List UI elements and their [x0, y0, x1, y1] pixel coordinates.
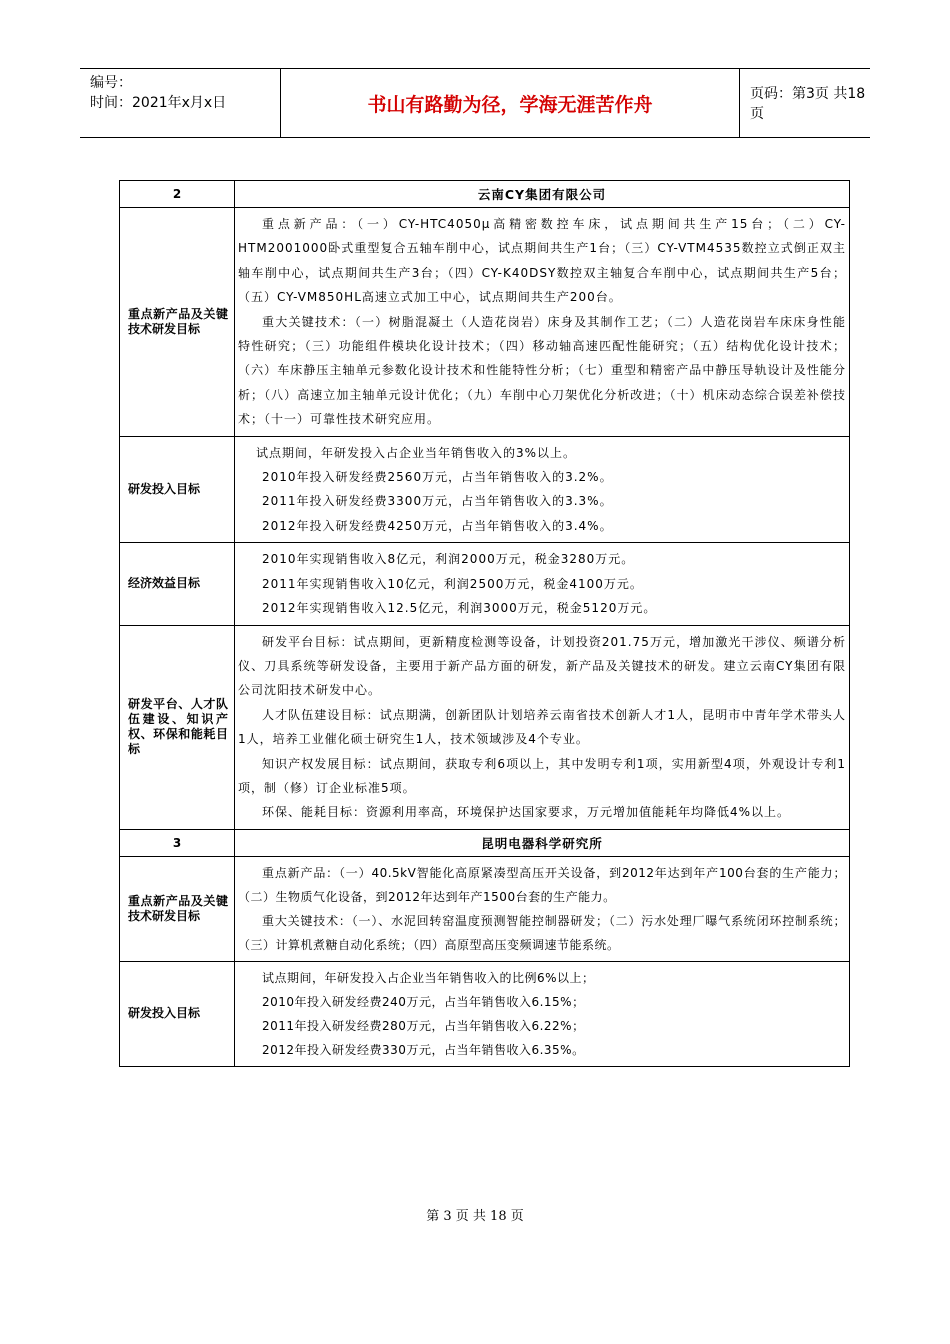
row-content: [235, 856, 850, 961]
row-content: [235, 436, 850, 543]
paragraph: 重大关键技术：（一）、水泥回转窑温度预测智能控制器研发；（二）污水处理厂曝气系统闭环控制系统；（三）计算机煮糖自动化系统；（四）高原型高压变频调速节能系统。: [238, 913, 846, 952]
table-row: [120, 436, 850, 543]
section-header-row: [120, 829, 850, 856]
header-time: 时间：2021年x月x日: [90, 95, 227, 111]
paragraph: 2012年投入研发经费4250万元，占当年销售收入的3.4%。: [262, 518, 613, 533]
section-number: 2: [120, 181, 235, 208]
paragraph: 2011年实现销售收入10亿元，利润2500万元，税金4100万元。: [262, 576, 643, 591]
row-label: 重点新产品及关键技术研发目标: [120, 208, 235, 437]
section-header-row: [120, 181, 850, 208]
paragraph: 2012年投入研发经费330万元，占当年销售收入6.35%。: [262, 1042, 585, 1057]
section-title: 云南CY集团有限公司: [235, 181, 850, 208]
row-content: [235, 543, 850, 625]
row-label: 研发投入目标: [120, 961, 235, 1066]
row-label: 重点新产品及关键技术研发目标: [120, 856, 235, 961]
page-footer: 第 3 页 共 18 页: [426, 1209, 524, 1224]
paragraph: 2012年实现销售收入12.5亿元，利润3000万元，税金5120万元。: [262, 601, 657, 616]
row-label: 研发投入目标: [120, 436, 235, 543]
row-content: [235, 625, 850, 829]
header-motto: 书山有路勤为径，学海无涯苦作舟: [280, 69, 740, 137]
paragraph: 2010年投入研发经费2560万元，占当年销售收入的3.2%。: [262, 470, 613, 485]
paragraph: 人才队伍建设目标：试点期满，创新团队计划培养云南省技术创新人才1人，昆明市中青年学术带头人1人，培养工业催化硕士研究生1人，技术领域涉及4个专业。: [238, 707, 846, 747]
table-row: [120, 856, 850, 961]
table-row: [120, 543, 850, 625]
page-header: [80, 68, 870, 138]
paragraph: 研发平台目标：试点期间，更新精度检测等设备，计划投资201.75万元，增加激光干涉仪、频谱分析仪、刀具系统等研发设备，主要用于新产品方面的研发，新产品及关键技术的研发。建立云南CY集团有限公司沈阳技术研发中心。: [238, 634, 846, 698]
table-row: [120, 208, 850, 437]
paragraph: 2011年投入研发经费280万元，占当年销售收入6.22%；: [262, 1018, 585, 1033]
header-number: 编号：: [90, 75, 132, 91]
row-content: [235, 208, 850, 437]
section-title: 昆明电器科学研究所: [235, 829, 850, 856]
table-row: [120, 625, 850, 829]
paragraph: 重点新产品：（一）40.5kV智能化高原紧凑型高压开关设备，到2012年达到年产100台套的生产能力；（二）生物质气化设备，到2012年达到年产1500台套的生产能力。: [238, 865, 846, 904]
row-label: 经济效益目标: [120, 543, 235, 625]
row-label: 研发平台、人才队伍建设、知识产权、环保和能耗目标: [120, 625, 235, 829]
paragraph: 知识产权发展目标：试点期间，获取专利6项以上，其中发明专利1项，实用新型4项，外观设计专利1项，制（修）订企业标准5项。: [238, 756, 846, 795]
paragraph: 2010年投入研发经费240万元，占当年销售收入6.15%；: [262, 994, 585, 1009]
row-content: [235, 961, 850, 1066]
header-page-info: 页码：第3页 共18页: [750, 86, 866, 122]
paragraph: 环保、能耗目标：资源利用率高，环境保护达国家要求，万元增加值能耗年均降低4%以上。: [262, 805, 791, 820]
table-row: [120, 961, 850, 1066]
paragraph: 重大关键技术：（一）树脂混凝土（人造花岗岩）床身及其制作工艺；（二）人造花岗岩车床床身性能特性研究；（三）功能组件模块化设计技术；（四）移动轴高速匹配性能研究；（五）结构优化设计技术；（六）车床静压主轴单元参数化设计技术和性能特性分析；（七）重型和精密产品中静压导轨设计及性能分析；（八）高速立加主轴单元设计优化；（九）车削中心刀架优化分析改进；（十）机床动态综合误差补偿技术；（十一）可靠性技术研究应用。: [238, 314, 846, 427]
targets-table: [119, 180, 850, 1067]
header-meta: [90, 73, 290, 113]
paragraph: 试点期间，年研发投入占企业当年销售收入的3%以上。: [256, 445, 577, 460]
paragraph: 2010年实现销售收入8亿元，利润2000万元，税金3280万元。: [262, 552, 635, 567]
section-number: 3: [120, 829, 235, 856]
paragraph: 试点期间，年研发投入占企业当年销售收入的比例6%以上；: [262, 970, 595, 985]
paragraph: 重点新产品：（一）CY-HTC4050μ高精密数控车床，试点期间共生产15台；（二）CY-HTM2001000卧式重型复合五轴车削中心，试点期间共生产1台；（三）CY-VTM4535数控立式倒正双主轴车削中心，试点期间共生产3台；（四）CY-K40DSY数控双主轴复合车削中心，试点期间共生产5台；（五）CY-VM850HL高速立式加工中心，试点期间共生产200台。: [238, 217, 846, 305]
paragraph: 2011年投入研发经费3300万元，占当年销售收入的3.3%。: [262, 494, 613, 509]
